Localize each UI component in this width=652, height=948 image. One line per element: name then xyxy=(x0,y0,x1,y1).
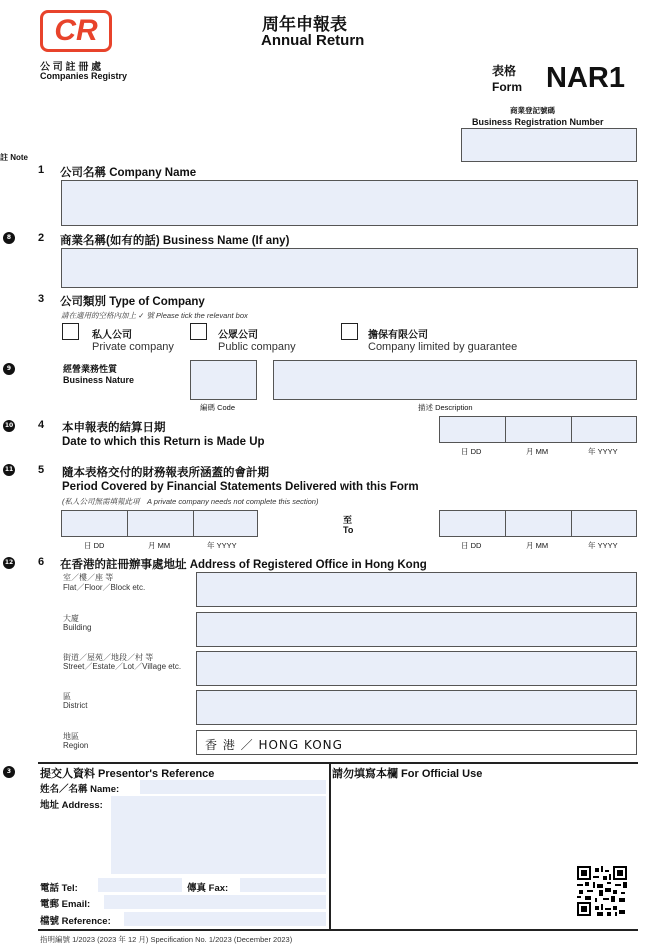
note-bullet-8: 8 xyxy=(3,232,15,244)
street-input[interactable] xyxy=(196,651,637,686)
section-1-label: 公司名稱 Company Name xyxy=(60,167,197,179)
region-value: 香 港 ／ HONG KONG xyxy=(205,738,343,752)
public-company-zh: 公眾公司 xyxy=(218,330,258,341)
presentor-title: 提交人資料 Presentor's Reference xyxy=(40,768,215,780)
guarantee-company-zh: 擔保有限公司 xyxy=(368,330,428,341)
code-label: 編碼 Code xyxy=(200,403,236,412)
section-4-number: 4 xyxy=(38,419,45,431)
brn-input[interactable] xyxy=(461,128,637,162)
registry-name-zh: 公 司 註 冊 處 xyxy=(40,62,102,73)
private-company-en: Private company xyxy=(92,341,174,353)
title-zh: 周年申報表 xyxy=(262,15,347,34)
form-code: NAR1 xyxy=(546,62,625,94)
form-label-zh: 表格 xyxy=(492,64,517,78)
presentor-name-label: 姓名／名稱 Name: xyxy=(40,784,120,795)
period-from-dd[interactable] xyxy=(61,510,128,537)
presentor-address-input[interactable] xyxy=(111,796,326,874)
private-company-checkbox[interactable] xyxy=(62,323,79,340)
section-2-label: 商業名稱(如有的話) Business Name (If any) xyxy=(60,235,290,247)
guarantee-company-checkbox[interactable] xyxy=(341,323,358,340)
period-to-mm[interactable] xyxy=(505,510,572,537)
presentor-tel-input[interactable] xyxy=(98,878,182,892)
presentor-tel-label: 電話 Tel: xyxy=(40,883,78,894)
brn-label-zh: 商業登記號碼 xyxy=(510,106,555,115)
period-to-yyyy[interactable] xyxy=(571,510,637,537)
business-description-input[interactable] xyxy=(273,360,637,400)
section-2-number: 2 xyxy=(38,232,45,244)
period-to-dd-label: 日 DD xyxy=(461,541,482,550)
public-company-checkbox[interactable] xyxy=(190,323,207,340)
section-5-label-en: Period Covered by Financial Statements Delivered with this Form xyxy=(62,481,419,493)
presentor-reference-input[interactable] xyxy=(124,912,326,926)
public-company-en: Public company xyxy=(218,341,296,353)
presentor-email-label: 電郵 Email: xyxy=(40,899,91,910)
flat-label-en: Flat／Floor／Block etc. xyxy=(63,583,146,592)
return-date-yyyy[interactable] xyxy=(571,416,637,443)
presentor-name-input[interactable] xyxy=(140,780,326,794)
title-en: Annual Return xyxy=(261,32,365,49)
bottom-bottom-rule xyxy=(38,929,638,931)
period-to-yyyy-label: 年 YYYY xyxy=(588,541,618,550)
note-label: 註 Note xyxy=(0,153,28,162)
presentor-reference-label: 檔號 Reference: xyxy=(40,916,111,927)
private-company-zh: 私人公司 xyxy=(92,330,132,341)
section-3-label: 公司類別 Type of Company xyxy=(60,296,205,308)
region-label-en: Region xyxy=(63,741,89,750)
section-3-number: 3 xyxy=(38,293,45,305)
region-field xyxy=(196,730,637,755)
cr-logo-text: CR xyxy=(54,14,98,47)
period-to-mm-label: 月 MM xyxy=(526,541,549,550)
period-from-mm-label: 月 MM xyxy=(148,541,171,550)
building-input[interactable] xyxy=(196,612,637,647)
official-use-label: 請勿填寫本欄 For Official Use xyxy=(332,768,483,780)
bottom-mid-rule xyxy=(329,762,331,930)
street-label-en: Street／Estate／Lot／Village etc. xyxy=(63,662,182,671)
section-5-label-zh: 隨本表格交付的財務報表所涵蓋的會計期 xyxy=(62,467,269,479)
section-4-label-en: Date to which this Return is Made Up xyxy=(62,436,265,448)
district-label-zh: 區 xyxy=(63,692,71,701)
form-label-en: Form xyxy=(492,80,522,94)
note-bullet-11: 11 xyxy=(3,464,15,476)
period-from-yyyy[interactable] xyxy=(193,510,258,537)
period-to-dd[interactable] xyxy=(439,510,506,537)
return-date-yyyy-label: 年 YYYY xyxy=(588,447,618,456)
presentor-fax-input[interactable] xyxy=(240,878,326,892)
business-nature-en: Business Nature xyxy=(63,375,135,385)
description-label: 描述 Description xyxy=(418,403,473,412)
period-to-zh: 至 xyxy=(343,515,353,525)
presentor-address-label: 地址 Address: xyxy=(40,800,103,811)
registry-name-en: Companies Registry xyxy=(40,71,128,81)
period-from-yyyy-label: 年 YYYY xyxy=(207,541,237,550)
cr-logo xyxy=(40,10,112,52)
period-to-en: To xyxy=(343,525,354,535)
period-from-mm[interactable] xyxy=(127,510,194,537)
section-1-number: 1 xyxy=(38,164,45,176)
business-code-input[interactable] xyxy=(190,360,257,400)
section-5-number: 5 xyxy=(38,464,45,476)
street-label-zh: 街道／屋苑／地段／村 等 xyxy=(63,653,154,662)
return-date-mm-label: 月 MM xyxy=(526,447,549,456)
building-label-en: Building xyxy=(63,623,92,632)
note-bullet-3: 3 xyxy=(3,766,15,778)
section-4-label-zh: 本申報表的結算日期 xyxy=(62,422,166,434)
guarantee-company-en: Company limited by guarantee xyxy=(368,341,518,353)
section-3-hint: 請在適用的空格內加上 ✓ 號 Please tick the relevant box xyxy=(61,311,248,320)
business-nature-zh: 經營業務性質 xyxy=(63,364,118,374)
note-bullet-10: 10 xyxy=(3,420,15,432)
presentor-fax-label: 傳真 Fax: xyxy=(187,883,229,894)
period-from-dd-label: 日 DD xyxy=(84,541,105,550)
section-5-hint: (私人公司無需填報此項 A private company needs not complete this section) xyxy=(62,497,319,506)
footer-specification: 指明編號 1/2023 (2023 年 12 月) Specification No. 1/2023 (December 2023) xyxy=(40,935,293,944)
region-label-zh: 地區 xyxy=(63,732,79,741)
building-label-zh: 大廈 xyxy=(63,614,79,623)
district-label-en: District xyxy=(63,701,88,710)
qr-code-icon xyxy=(577,866,627,916)
flat-label-zh: 室／樓／座 等 xyxy=(63,573,114,582)
bottom-top-rule xyxy=(38,762,638,764)
presentor-email-input[interactable] xyxy=(104,895,326,909)
district-input[interactable] xyxy=(196,690,637,725)
flat-input[interactable] xyxy=(196,572,637,607)
business-name-input[interactable] xyxy=(61,248,638,288)
company-name-input[interactable] xyxy=(61,180,638,226)
note-bullet-9: 9 xyxy=(3,363,15,375)
brn-label-en: Business Registration Number xyxy=(472,117,604,127)
note-bullet-12: 12 xyxy=(3,557,15,569)
return-date-dd[interactable] xyxy=(439,416,506,443)
return-date-dd-label: 日 DD xyxy=(461,447,482,456)
section-6-number: 6 xyxy=(38,556,45,568)
section-6-label: 在香港的註冊辦事處地址 Address of Registered Office in Hong Kong xyxy=(60,559,427,571)
return-date-mm[interactable] xyxy=(505,416,572,443)
